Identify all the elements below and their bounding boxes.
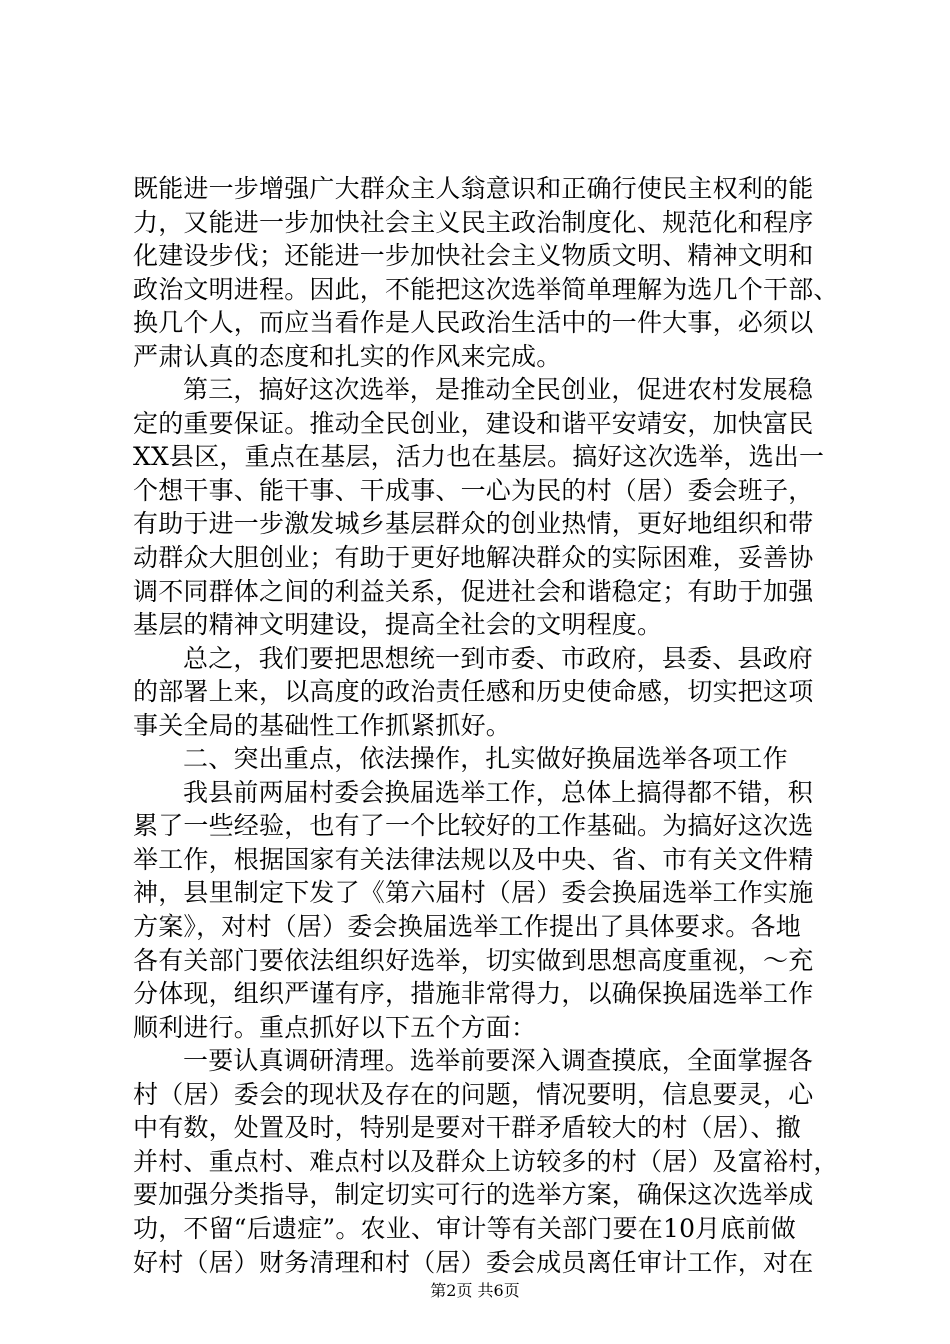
text-line: 累了一些经验，也有了一个比较好的工作基础。为搞好这次选 (133, 811, 814, 841)
text-line: 要加强分类指导，制定切实可行的选举方案，确保这次选举成 (133, 1180, 814, 1210)
text-line: 事关全局的基础性工作抓紧抓好。 (133, 710, 512, 740)
document-body (133, 172, 839, 1279)
text-line: 好村（居）财务清理和村（居）委会成员离任审计工作，对在 (133, 1247, 814, 1277)
page-number-label: 第2页 共6页 (430, 1281, 520, 1300)
text-line: 既能进一步增强广大群众主人翁意识和正确行使民主权利的能 (133, 174, 814, 203)
text-line: 的部署上来，以高度的政治责任感和历史使命感，切实把这项 (133, 677, 814, 707)
text-line: 功，不留“后遗症”。农业、审计等有关部门要在10月底前做 (133, 1213, 796, 1243)
text-line: 第三，搞好这次选举，是推动全民创业，促进农村发展稳 (183, 375, 814, 405)
text-line: 个想干事、能干事、干成事、一心为民的村（居）委会班子， (133, 475, 814, 505)
text-line: 并村、重点村、难点村以及群众上访较多的村（居）及富裕村， (133, 1146, 839, 1176)
text-line: 力，又能进一步加快社会主义民主政治制度化、规范化和程序 (133, 207, 814, 237)
text-line: 总之，我们要把思想统一到市委、市政府，县委、县政府 (183, 643, 814, 673)
text-line: 举工作，根据国家有关法律法规以及中央、省、市有关文件精 (133, 844, 814, 874)
text-line: 中有数，处置及时，特别是要对干群矛盾较大的村（居）、撤 (133, 1113, 801, 1143)
text-line: 有助于进一步激发城乡基层群众的创业热情，更好地组织和带 (133, 509, 814, 539)
text-line: 方案》，对村（居）委会换届选举工作提出了具体要求。各地 (133, 912, 801, 942)
text-line: 顺利进行。重点抓好以下五个方面： (133, 1012, 537, 1042)
text-line: 村（居）委会的现状及存在的问题，情况要明，信息要灵，心 (133, 1079, 814, 1109)
text-line: 分体现，组织严谨有序，措施非常得力，以确保换届选举工作 (133, 979, 814, 1009)
text-line: 基层的精神文明建设，提高全社会的文明程度。 (133, 610, 663, 640)
text-line: XX县区，重点在基层，活力也在基层。搞好这次选举，选出一 (133, 442, 825, 472)
text-line: 调不同群体之间的利益关系，促进社会和谐稳定；有助于加强 (133, 576, 814, 606)
text-line: 定的重要保证。推动全民创业，建设和谐平安靖安，加快富民 (133, 408, 814, 438)
section-heading: 二、突出重点，依法操作，扎实做好换届选举各项工作 (183, 744, 788, 774)
text-line: 严肃认真的态度和扎实的作风来完成。 (133, 341, 562, 371)
text-line: 动群众大胆创业；有助于更好地解决群众的实际困难，妥善协 (133, 543, 814, 573)
text-line: 化建设步伐；还能进一步加快社会主义物质文明、精神文明和 (133, 241, 814, 271)
text-line: 我县前两届村委会换届选举工作，总体上搞得都不错，积 (183, 777, 814, 807)
text-line: 神，县里制定下发了《第六届村（居）委会换届选举工作实施 (133, 878, 814, 908)
page-footer (0, 1280, 950, 1302)
text-line: 换几个人，而应当看作是人民政治生活中的一件大事，必须以 (133, 308, 814, 338)
text-line: 各有关部门要依法组织好选举，切实做到思想高度重视，～充 (133, 945, 814, 975)
text-line: 政治文明进程。因此，不能把这次选举简单理解为选几个干部、 (133, 274, 839, 304)
text-line: 一要认真调研清理。选举前要深入调查摸底，全面掌握各 (183, 1046, 814, 1076)
